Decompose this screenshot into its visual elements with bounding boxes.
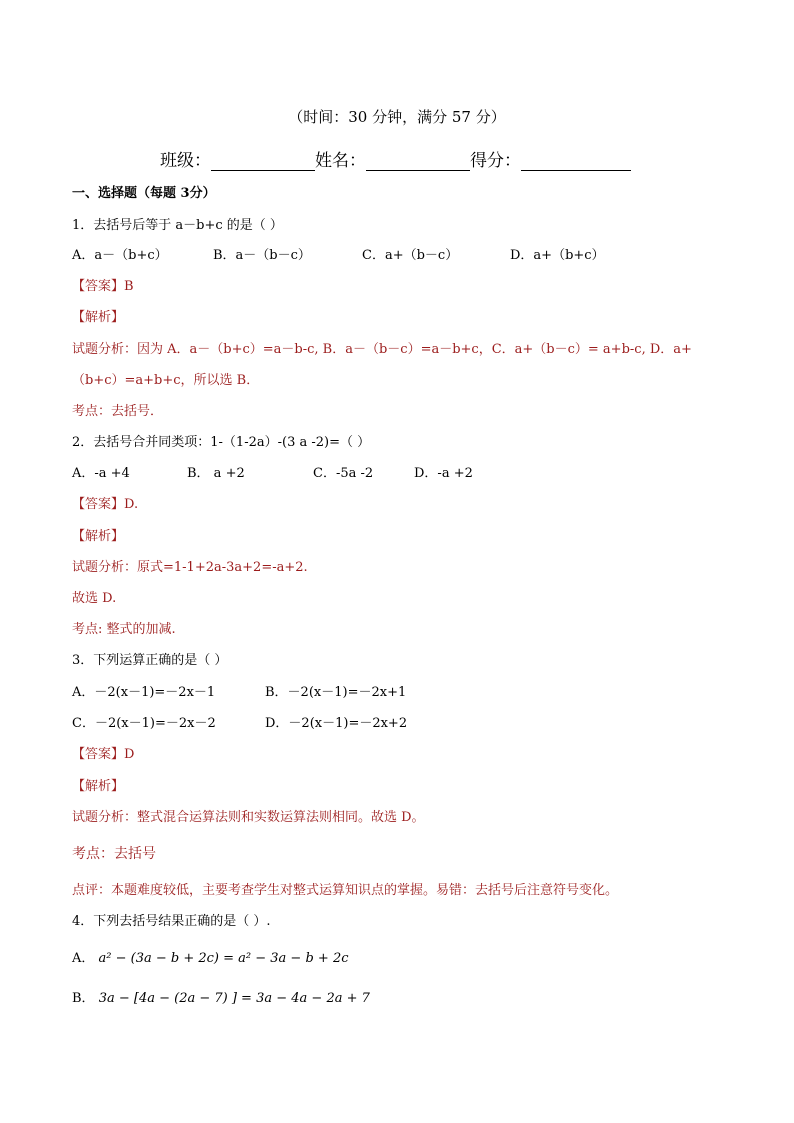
section-heading: 一、选择题（每题 3分） — [72, 186, 216, 201]
q4-option-b — [72, 990, 370, 1008]
q3-option-c: C．－2(x－1)=－2x－2 — [72, 716, 216, 731]
q1-point: 考点：去括号． — [72, 404, 164, 419]
class-label: 班级： — [160, 151, 211, 171]
q1-option-d: D．a+（b+c） — [510, 248, 605, 263]
q1-option-b: B．a－（b－c） — [213, 248, 311, 263]
q2-analysis-label: 【解析】 — [72, 529, 125, 544]
q1-option-c: C．a+（b－c） — [362, 248, 459, 263]
q1-option-a: A．a－（b+c） — [72, 248, 168, 263]
q1-analysis-line2: （b+c）=a+b+c，所以选 B． — [72, 373, 260, 388]
q2-option-a: A．-a +4 — [72, 466, 130, 481]
q3-option-b: B．－2(x－1)=－2x+1 — [265, 685, 407, 700]
q3-analysis-line1: 试题分析：整式混合运算法则和实数运算法则相同。故选 D。 — [72, 810, 425, 825]
time-score-header: （时间：30 分钟，满分 57 分） — [288, 108, 506, 126]
q3-answer: 【答案】D — [72, 747, 135, 762]
class-blank[interactable] — [211, 152, 315, 171]
q3-comment: 点评：本题难度较低，主要考查学生对整式运算知识点的掌握。易错：去括号后注意符号变化。 — [72, 883, 619, 898]
q2-analysis-line2: 故选 D. — [72, 591, 117, 606]
score-label: 得分： — [470, 151, 521, 171]
q4-option-b-expression: 3a − [4a − (2a − 7) ] = 3a − 4a − 2a + 7 — [98, 991, 370, 1006]
q3-point: 考点：去括号 — [72, 846, 156, 862]
q4-option-a — [72, 950, 349, 968]
q1-analysis-label: 【解析】 — [72, 310, 125, 325]
q2-point: 考点: 整式的加减. — [72, 622, 176, 637]
q4-option-a-label: A． — [72, 951, 95, 966]
q3-analysis-label: 【解析】 — [72, 779, 125, 794]
q1-analysis-line1: 试题分析：因为 A．a－（b+c）=a－b-c, B．a－（b－c）=a－b+c，C．a+（b－c）= a+b-c, D．a+ — [72, 342, 692, 357]
q3-option-d: D．－2(x－1)=－2x+2 — [265, 716, 408, 731]
q4-stem: 4．下列去括号结果正确的是（ ）. — [72, 914, 271, 929]
q2-analysis-line1: 试题分析：原式=1-1+2a-3a+2=-a+2. — [72, 560, 308, 575]
q2-option-b: B． a +2 — [187, 466, 245, 481]
q3-stem: 3．下列运算正确的是（ ） — [72, 653, 228, 668]
student-info-line — [160, 146, 631, 171]
q1-stem: 1．去括号后等于 a－b+c 的是（ ） — [72, 218, 283, 233]
q3-option-a: A．－2(x－1)=－2x－1 — [72, 685, 216, 700]
q2-option-d: D．-a +2 — [414, 466, 473, 481]
score-blank[interactable] — [521, 152, 631, 171]
q4-option-a-expression: a² − (3a − b + 2c) = a² − 3a − b + 2c — [98, 951, 349, 966]
q2-option-c: C．-5a -2 — [313, 466, 374, 481]
q1-answer: 【答案】B — [72, 279, 134, 294]
q2-answer: 【答案】D. — [72, 497, 139, 512]
q2-stem: 2．去括号合并同类项：1-（1-2a）-(3 a -2)=（ ） — [72, 435, 371, 450]
q4-option-b-label: B． — [72, 991, 95, 1006]
name-blank[interactable] — [366, 152, 470, 171]
name-label: 姓名： — [315, 151, 366, 171]
